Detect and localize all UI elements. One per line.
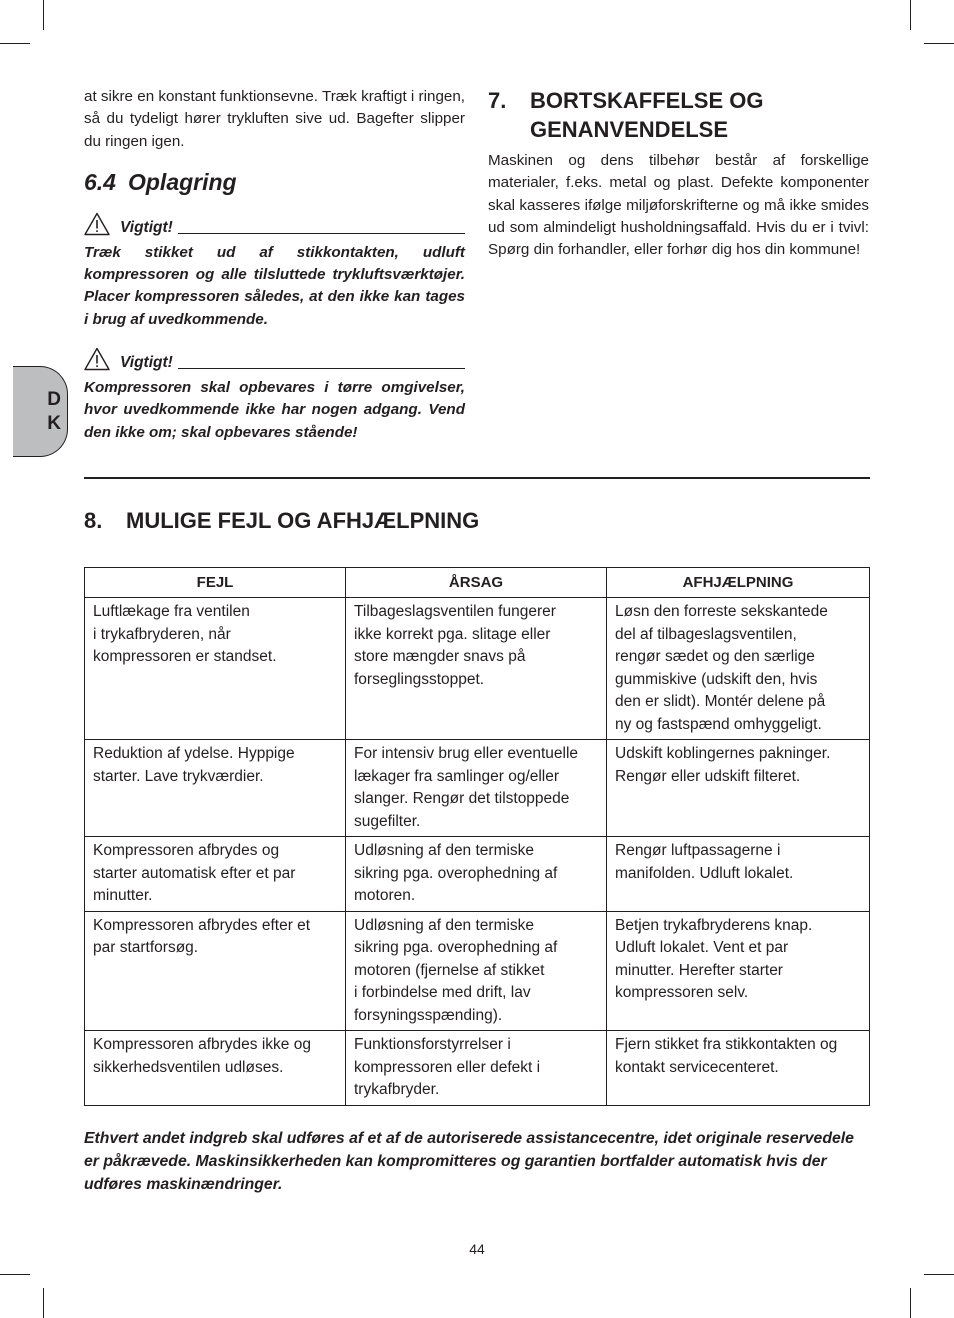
fejl-cell: Reduktion af ydelse. Hyppige starter. Lave trykværdier. (85, 740, 346, 837)
section-7-heading (488, 86, 869, 144)
aarsag-cell: For intensiv brug eller eventuelle lækager fra samlinger og/eller slanger. Rengør det tilstoppede sugefilter. (346, 740, 607, 837)
section-8-heading (84, 508, 479, 534)
left-column (84, 86, 465, 444)
section-7-paragraph: Maskinen og dens tilbehør består af forskellige materialer, f.eks. metal og plast. Defekte komponenter skal kasseres ifølge miljøforskrifterne og må ikke smides ud som almindeligt husholdningsaffald. Hvis du er i tvivl: Spørg din forhandler, eller forhør dig hos din kommune! (488, 152, 869, 259)
warning-text: Træk stikket ud af stikkontakten, udluft kompressoren og alle tilsluttede trykluftsværktøjer. Placer kompressoren således, at den ikke kan tages i brug af uvedkommende. (84, 243, 465, 328)
troubleshooting-table (84, 567, 870, 1106)
table-header-row (85, 568, 870, 598)
table-row (85, 598, 870, 740)
column-header-fejl: FEJL (85, 568, 346, 598)
language-tab-letter: D (47, 388, 61, 410)
table-row (85, 837, 870, 912)
section-number: 7. (488, 88, 507, 113)
section-6-4-heading (84, 169, 465, 196)
right-column (488, 86, 869, 261)
section-divider (84, 477, 870, 479)
section-title: Oplagring (127, 168, 237, 195)
fejl-cell: Luftlækage fra ventilen i trykafbryderen, når kompressoren er standset. (85, 598, 346, 740)
fejl-cell: Kompressoren afbrydes og starter automatisk efter et par minutter. (85, 837, 346, 912)
section-number: 8. (84, 508, 103, 533)
warning-label: Vigtigt! (120, 354, 173, 372)
section-number: 6.4 (84, 168, 116, 195)
table-row (85, 911, 870, 1031)
table-body (85, 598, 870, 1106)
aarsag-cell: Udløsning af den termiske sikring pga. overophedning af motoren. (346, 837, 607, 912)
column-header-aarsag: ÅRSAG (346, 568, 607, 598)
afhjaelpning-cell: Betjen trykafbryderens knap. Udluft lokalet. Vent et par minutter. Herefter starter kompressoren selv. (607, 911, 870, 1031)
aarsag-cell: Tilbageslagsventilen fungerer ikke korrekt pga. slitage eller store mængder snavs på forseglingsstoppet. (346, 598, 607, 740)
section-title (530, 86, 763, 144)
warning-text: Kompressoren skal opbevares i tørre omgivelser, hvor uvedkommende ikke har nogen adgang. Vend den ikke om; skal opbevares stående! (84, 379, 465, 441)
language-tab (13, 366, 68, 457)
section-title: MULIGE FEJL OG AFHJÆLPNING (126, 508, 480, 533)
table-row (85, 1031, 870, 1106)
warning-rule (178, 233, 465, 234)
afhjaelpning-cell: Udskift koblingernes pakninger. Rengør eller udskift filteret. (607, 740, 870, 837)
section-title-line: BORTSKAFFELSE OG (530, 88, 764, 113)
afhjaelpning-cell: Løsn den forreste sekskantede del af tilbageslagsventilen, rengør sædet og den særlige gummiskive (udskift den, hvis den er slidt). Montér delene på ny og fastspænd omhyggeligt. (607, 598, 870, 740)
fejl-cell: Kompressoren afbrydes ikke og sikkerhedsventilen udløses. (85, 1031, 346, 1106)
intro-paragraph: at sikre en konstant funktionsevne. Træk kraftigt i ringen, så du tydeligt hører trykluften sive ud. Bagefter slipper du ringen igen. (84, 88, 465, 150)
warning-triangle-icon (84, 347, 110, 371)
crop-mark (43, 0, 44, 30)
crop-mark (924, 1274, 954, 1275)
crop-mark (43, 1288, 44, 1318)
warning-rule (178, 368, 465, 369)
aarsag-cell: Udløsning af den termiske sikring pga. overophedning af motoren (fjernelse af stikket i forbindelse med drift, lav forsyningsspænding). (346, 911, 607, 1031)
page-number: 44 (469, 1241, 485, 1257)
warning-label: Vigtigt! (120, 218, 173, 236)
crop-mark (924, 43, 954, 44)
crop-mark (0, 1274, 30, 1275)
warning-triangle-icon (84, 212, 110, 236)
afhjaelpning-cell: Fjern stikket fra stikkontakten og kontakt servicecenteret. (607, 1031, 870, 1106)
footnote: Ethvert andet indgreb skal udføres af et af de autoriserede assistancecentre, idet originale reservedele er påkrævede. Maskinsikkerheden kan kompromitteres og garantien bortfalder automatisk hvis der udføres maskinændringer. (84, 1130, 854, 1193)
warning-header (84, 345, 465, 371)
aarsag-cell: Funktionsforstyrrelser i kompressoren eller defekt i trykafbryder. (346, 1031, 607, 1106)
fejl-cell: Kompressoren afbrydes efter et par startforsøg. (85, 911, 346, 1031)
crop-mark (910, 0, 911, 30)
language-tab-letter: K (47, 412, 61, 434)
warning-header (84, 210, 465, 236)
section-title-line: GENANVENDELSE (530, 117, 729, 142)
crop-mark (910, 1288, 911, 1318)
column-header-afhjaelpning: AFHJÆLPNING (607, 568, 870, 598)
afhjaelpning-cell: Rengør luftpassagerne i manifolden. Udluft lokalet. (607, 837, 870, 912)
table-row (85, 740, 870, 837)
crop-mark (0, 43, 30, 44)
